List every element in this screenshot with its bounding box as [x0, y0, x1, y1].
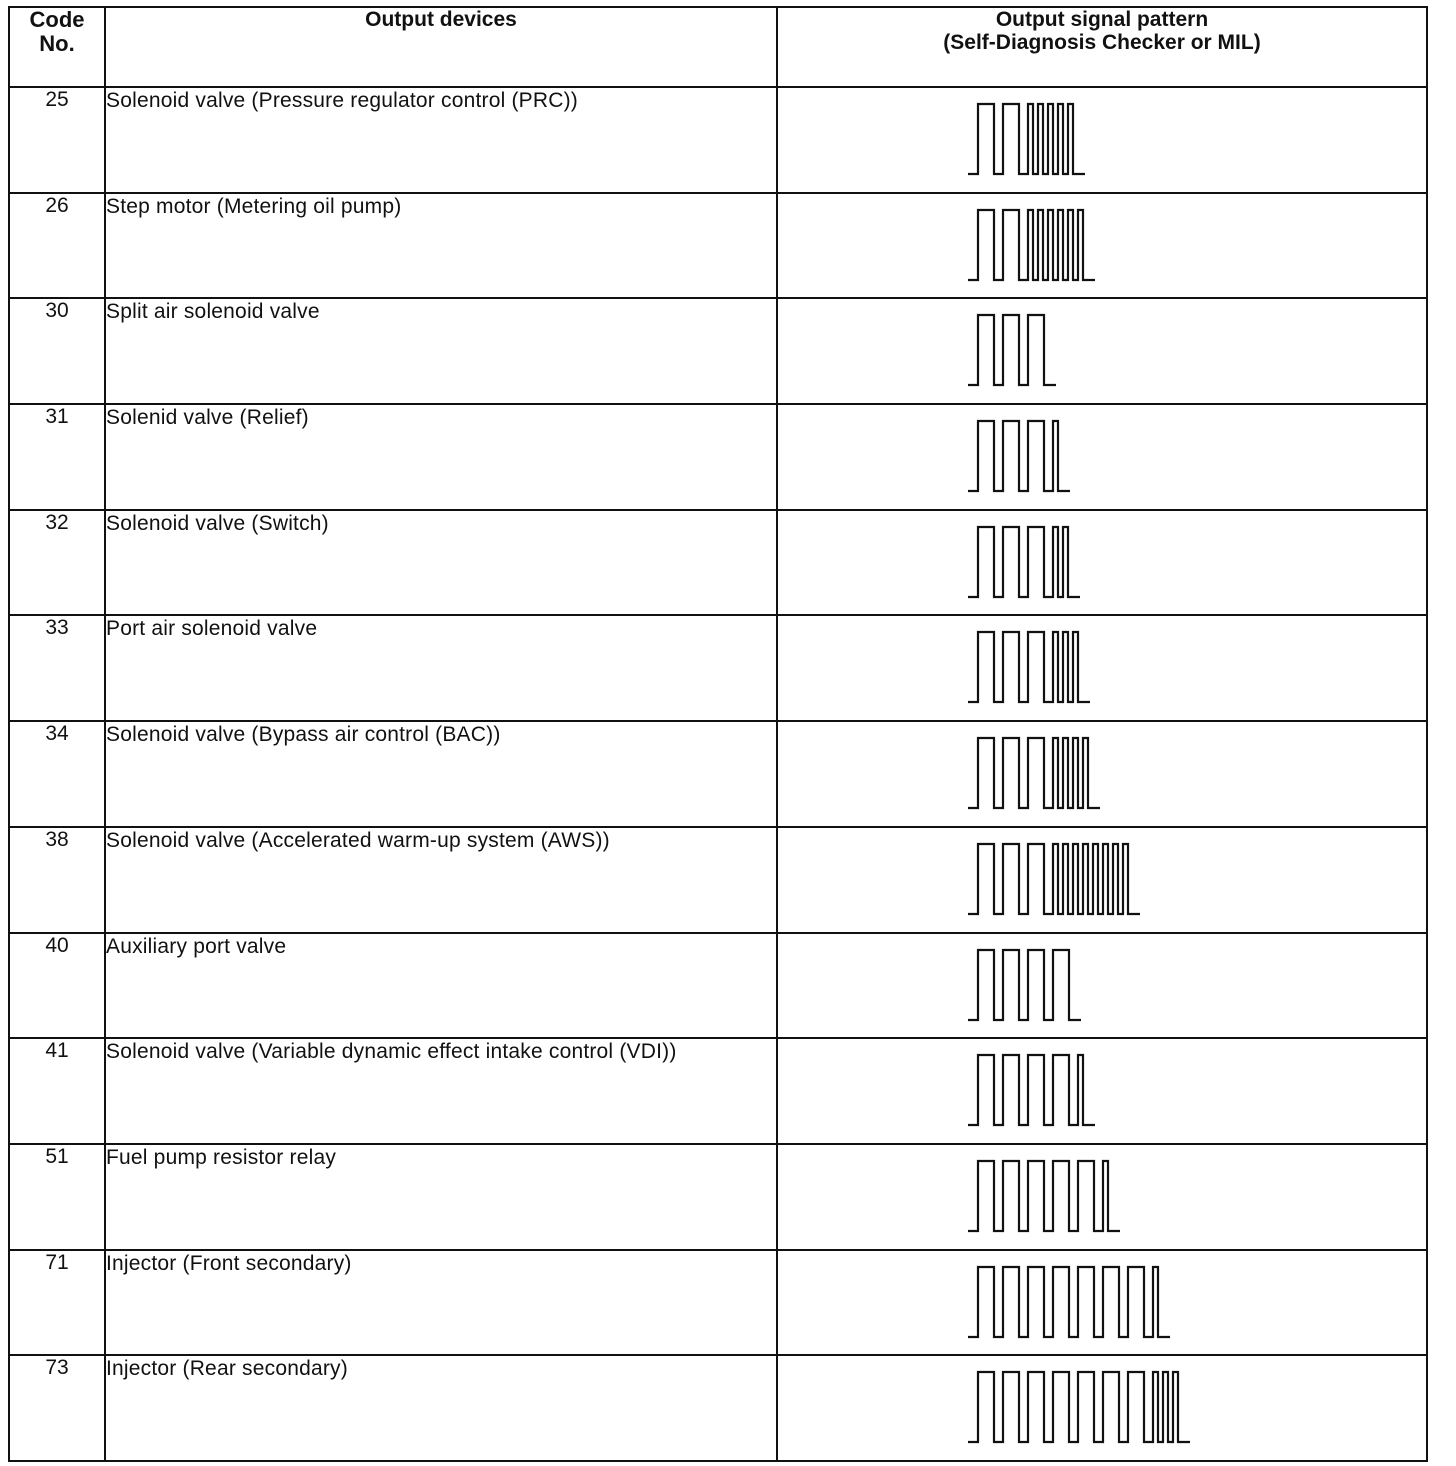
signal-waveform-line	[968, 527, 1080, 597]
signal-pattern-waveform	[968, 309, 1268, 395]
table-row	[9, 1144, 1427, 1250]
device-cell: Solenoid valve (Pressure regulator control (PRC))	[105, 87, 777, 193]
table-row	[9, 404, 1427, 510]
device-cell: Fuel pump resistor relay	[105, 1144, 777, 1250]
signal-pattern-waveform	[968, 1366, 1268, 1452]
signal-pattern-waveform	[968, 1155, 1268, 1241]
signal-waveform-line	[968, 104, 1085, 174]
device-cell: Injector (Front secondary)	[105, 1250, 777, 1356]
signal-pattern-waveform	[968, 944, 1268, 1030]
code-cell: 33	[9, 615, 105, 721]
signal-pattern-waveform	[968, 626, 1268, 712]
code-cell: 32	[9, 510, 105, 616]
signal-pattern-cell	[777, 1038, 1427, 1144]
signal-header-line-2: (Self-Diagnosis Checker or MIL)	[943, 31, 1261, 54]
table-row	[9, 87, 1427, 193]
signal-waveform-line	[968, 844, 1140, 914]
code-cell: 51	[9, 1144, 105, 1250]
signal-pattern-cell	[777, 298, 1427, 404]
table-row	[9, 1038, 1427, 1144]
table-row	[9, 827, 1427, 933]
signal-header-line-1: Output signal pattern	[995, 8, 1209, 31]
table-row	[9, 510, 1427, 616]
table-row	[9, 193, 1427, 299]
signal-pattern-cell	[777, 1250, 1427, 1356]
signal-waveform-line	[968, 632, 1090, 702]
signal-pattern-cell	[777, 193, 1427, 299]
signal-waveform-line	[968, 738, 1100, 808]
device-cell: Auxiliary port valve	[105, 933, 777, 1039]
signal-waveform-line	[968, 1161, 1120, 1231]
code-cell: 38	[9, 827, 105, 933]
device-cell: Injector (Rear secondary)	[105, 1355, 777, 1461]
signal-pattern-cell	[777, 615, 1427, 721]
signal-pattern-cell	[777, 1355, 1427, 1461]
code-cell: 26	[9, 193, 105, 299]
code-cell: 31	[9, 404, 105, 510]
signal-pattern-cell	[777, 933, 1427, 1039]
device-cell: Solenid valve (Relief)	[105, 404, 777, 510]
output-devices-table	[8, 6, 1428, 1462]
code-cell: 41	[9, 1038, 105, 1144]
code-column-header: Code No.	[9, 7, 105, 87]
signal-column-header	[777, 7, 1427, 87]
signal-pattern-waveform	[968, 1049, 1268, 1135]
code-cell: 30	[9, 298, 105, 404]
table-body	[9, 87, 1427, 1461]
table-row	[9, 1355, 1427, 1461]
signal-pattern-waveform	[968, 415, 1268, 501]
signal-pattern-waveform	[968, 1261, 1268, 1347]
signal-pattern-waveform	[968, 521, 1268, 607]
signal-pattern-cell	[777, 510, 1427, 616]
table-row	[9, 298, 1427, 404]
device-cell: Split air solenoid valve	[105, 298, 777, 404]
code-cell: 34	[9, 721, 105, 827]
table-row	[9, 615, 1427, 721]
table-row	[9, 933, 1427, 1039]
devices-column-header: Output devices	[105, 7, 777, 87]
device-cell: Step motor (Metering oil pump)	[105, 193, 777, 299]
signal-pattern-waveform	[968, 204, 1268, 290]
signal-waveform-line	[968, 210, 1095, 280]
signal-pattern-waveform	[968, 98, 1268, 184]
signal-waveform-line	[968, 1372, 1190, 1442]
signal-waveform-line	[968, 315, 1056, 385]
signal-pattern-waveform	[968, 732, 1268, 818]
code-cell: 25	[9, 87, 105, 193]
code-cell: 73	[9, 1355, 105, 1461]
device-cell: Solenoid valve (Bypass air control (BAC))	[105, 721, 777, 827]
signal-waveform-line	[968, 1267, 1170, 1337]
signal-waveform-line	[968, 421, 1070, 491]
signal-pattern-cell	[777, 87, 1427, 193]
signal-pattern-cell	[777, 721, 1427, 827]
signal-waveform-line	[968, 950, 1081, 1020]
signal-pattern-waveform	[968, 838, 1268, 924]
code-cell: 71	[9, 1250, 105, 1356]
table-row	[9, 1250, 1427, 1356]
signal-pattern-cell	[777, 404, 1427, 510]
device-cell: Port air solenoid valve	[105, 615, 777, 721]
signal-waveform-line	[968, 1055, 1095, 1125]
code-cell: 40	[9, 933, 105, 1039]
table-row	[9, 721, 1427, 827]
table-header-row	[9, 7, 1427, 87]
signal-pattern-cell	[777, 827, 1427, 933]
device-cell: Solenoid valve (Switch)	[105, 510, 777, 616]
device-cell: Solenoid valve (Accelerated warm-up system (AWS))	[105, 827, 777, 933]
device-cell: Solenoid valve (Variable dynamic effect intake control (VDI))	[105, 1038, 777, 1144]
signal-pattern-cell	[777, 1144, 1427, 1250]
